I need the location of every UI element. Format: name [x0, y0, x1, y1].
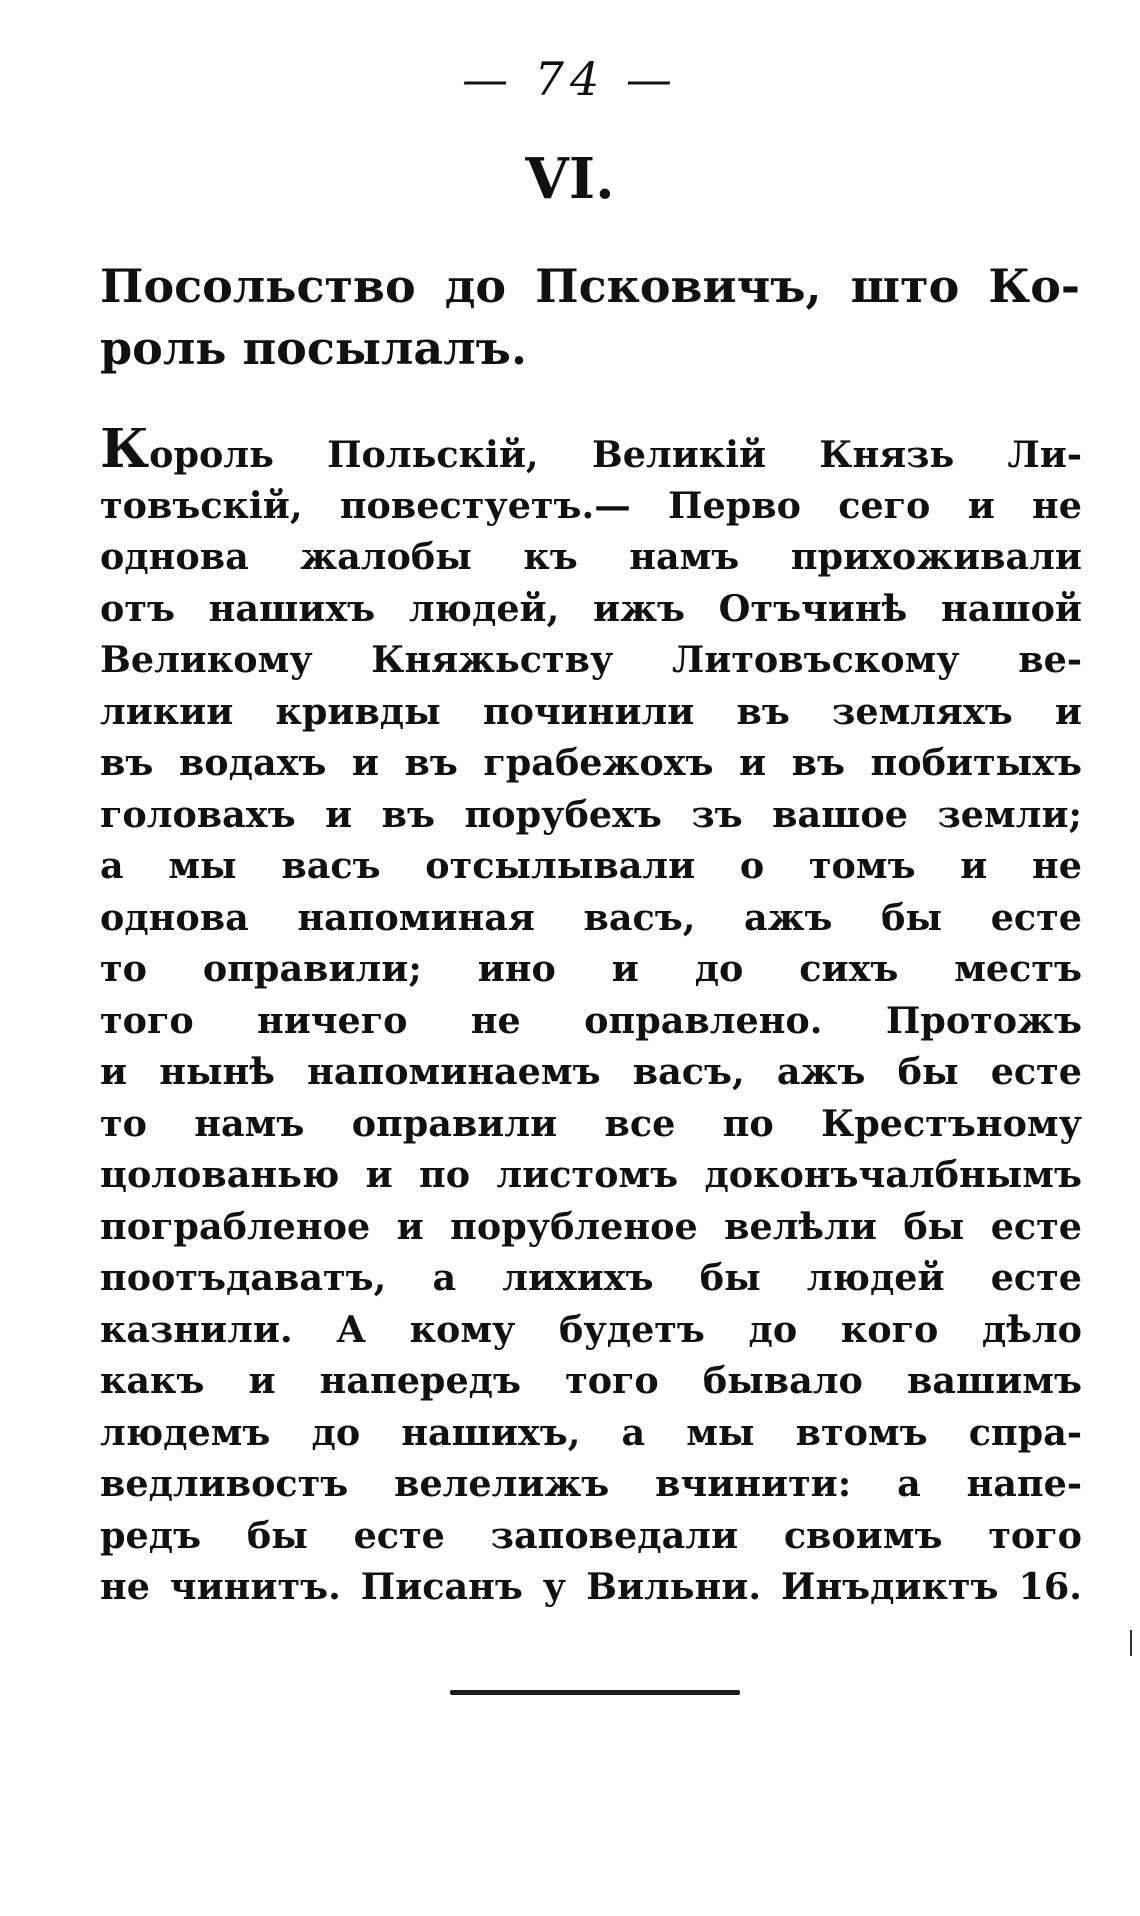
document-body [100, 428, 1082, 1613]
text-line: то намъ оправили все по Крестъному [100, 1101, 1082, 1145]
text-line: ликии кривды починили въ земляхъ и [100, 689, 1082, 733]
text-line: а мы васъ отсылывали о томъ и не [100, 844, 1082, 887]
text-line: отъ нашихъ людей, ижъ Отъчинѣ нашой [100, 586, 1082, 630]
text-line: не чинитъ. Писанъ у Вильни. Инъдиктъ 16. [100, 1565, 1082, 1608]
text-line: товъскій, повестуетъ.— Перво сего и не [100, 483, 1082, 527]
section-number: VI. [525, 146, 615, 212]
text-line: того ничего не оправлено. Протожъ [100, 998, 1082, 1042]
text-line: головахъ и въ порубехъ зъ вашое земли; [100, 792, 1082, 836]
section-heading [100, 255, 1080, 379]
heading-line: Посольство до Псковичъ, што Ко- [100, 259, 1080, 313]
page-number: — 74 — [462, 52, 678, 106]
text-line: однова жалобы къ намъ прихоживали [100, 535, 1082, 578]
heading-line: роль посылалъ. [100, 321, 527, 375]
drop-initial: К [100, 428, 150, 480]
text-line: Великому Княжьству Литовъскому ве- [100, 638, 1082, 681]
text-line: людемъ до нашихъ, а мы втомъ спра- [100, 1410, 1082, 1454]
text-line: цолованью и по листомъ доконъчалбнымъ [100, 1153, 1082, 1196]
text-line: въ водахъ и въ грабежохъ и въ побитыхъ [100, 741, 1082, 784]
text-line: поотъдаватъ, а лихихъ бы людей есте [100, 1256, 1082, 1299]
text-line: редъ бы есте заповедали своимъ того [100, 1513, 1082, 1557]
text-line: казнили. А кому будетъ до кого дѣло [100, 1307, 1082, 1351]
end-rule [450, 1690, 740, 1695]
text-line: какъ и напередъ того бывало вашимъ [100, 1359, 1082, 1402]
text-line [100, 428, 1082, 480]
margin-mark [1130, 1630, 1132, 1656]
text-line: то оправили; ино и до сихъ местъ [100, 947, 1082, 990]
text-line: пограбленое и порубленое велѣли бы есте [100, 1204, 1082, 1248]
text-line: и нынѣ напоминаемъ васъ, ажъ бы есте [100, 1050, 1082, 1093]
text-line: ведливостъ велелижъ вчинити: а напе- [100, 1462, 1082, 1505]
text-line-rest: ороль Польскій, Великій Князь Ли- [149, 433, 1082, 476]
text-line: однова напоминая васъ, ажъ бы есте [100, 895, 1082, 939]
